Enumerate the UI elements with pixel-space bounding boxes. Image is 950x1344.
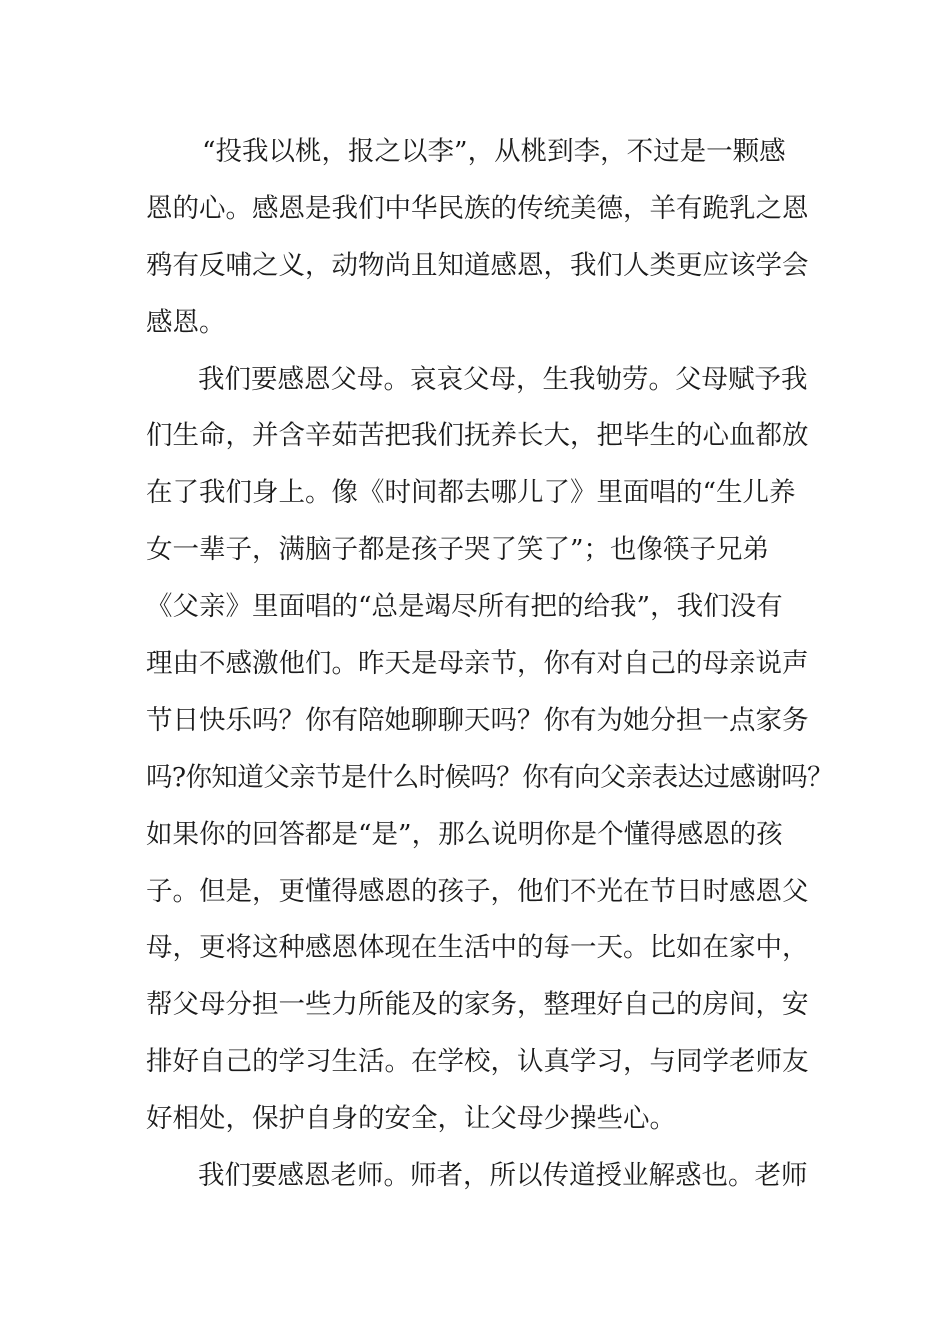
paragraph-2-line-3: 在了我们身上。像《时间都去哪儿了》里面唱的“生儿养 [146,477,796,509]
paragraph-1-line-4: 感恩。 [146,306,226,338]
paragraph-1-line-2: 恩的心。感恩是我们中华民族的传统美德，羊有跪乳之恩 [146,192,809,224]
paragraph-2-line-14: 好相处，保护自身的安全，让父母少操些心。 [146,1103,676,1135]
paragraph-3-line-1: 我们要感恩老师。师者，所以传道授业解惑也。老师 [198,1160,808,1192]
paragraph-2-line-11: 母，更将这种感恩体现在生活中的每一天。比如在家中， [146,932,809,964]
paragraph-2-line-5: 《父亲》里面唱的“总是竭尽所有把的给我”，我们没有 [146,591,783,623]
paragraph-2-line-7: 节日快乐吗？你有陪她聊聊天吗？你有为她分担一点家务 [146,704,809,736]
paragraph-2-line-12: 帮父母分担一些力所能及的家务，整理好自己的房间，安 [146,989,809,1021]
paragraph-2-line-10: 子。但是，更懂得感恩的孩子，他们不光在节日时感恩父 [146,875,809,907]
paragraph-2-line-8: 吗?你知道父亲节是什么时候吗？你有向父亲表达过感谢吗？ [146,761,834,793]
paragraph-2-line-6: 理由不感激他们。昨天是母亲节，你有对自己的母亲说声 [146,648,809,680]
paragraph-2-line-2: 们生命，并含辛茹苦把我们抚养长大，把毕生的心血都放 [146,420,809,452]
paragraph-2-line-9: 如果你的回答都是“是”，那么说明你是个懂得感恩的孩 [146,818,783,850]
paragraph-2-line-1: 我们要感恩父母。哀哀父母，生我劬劳。父母赋予我 [198,363,808,395]
paragraph-1-line-3: 鸦有反哺之义，动物尚且知道感恩，我们人类更应该学会 [146,249,809,281]
paragraph-1-line-1: “投我以桃，报之以李”，从桃到李，不过是一颗感 [202,136,786,167]
document-body [146,124,846,1205]
paragraph-2-line-4: 女一辈子，满脑子都是孩子哭了笑了”；也像筷子兄弟 [146,534,770,566]
paragraph-2-line-13: 排好自己的学习生活。在学校，认真学习，与同学老师友 [146,1046,809,1078]
